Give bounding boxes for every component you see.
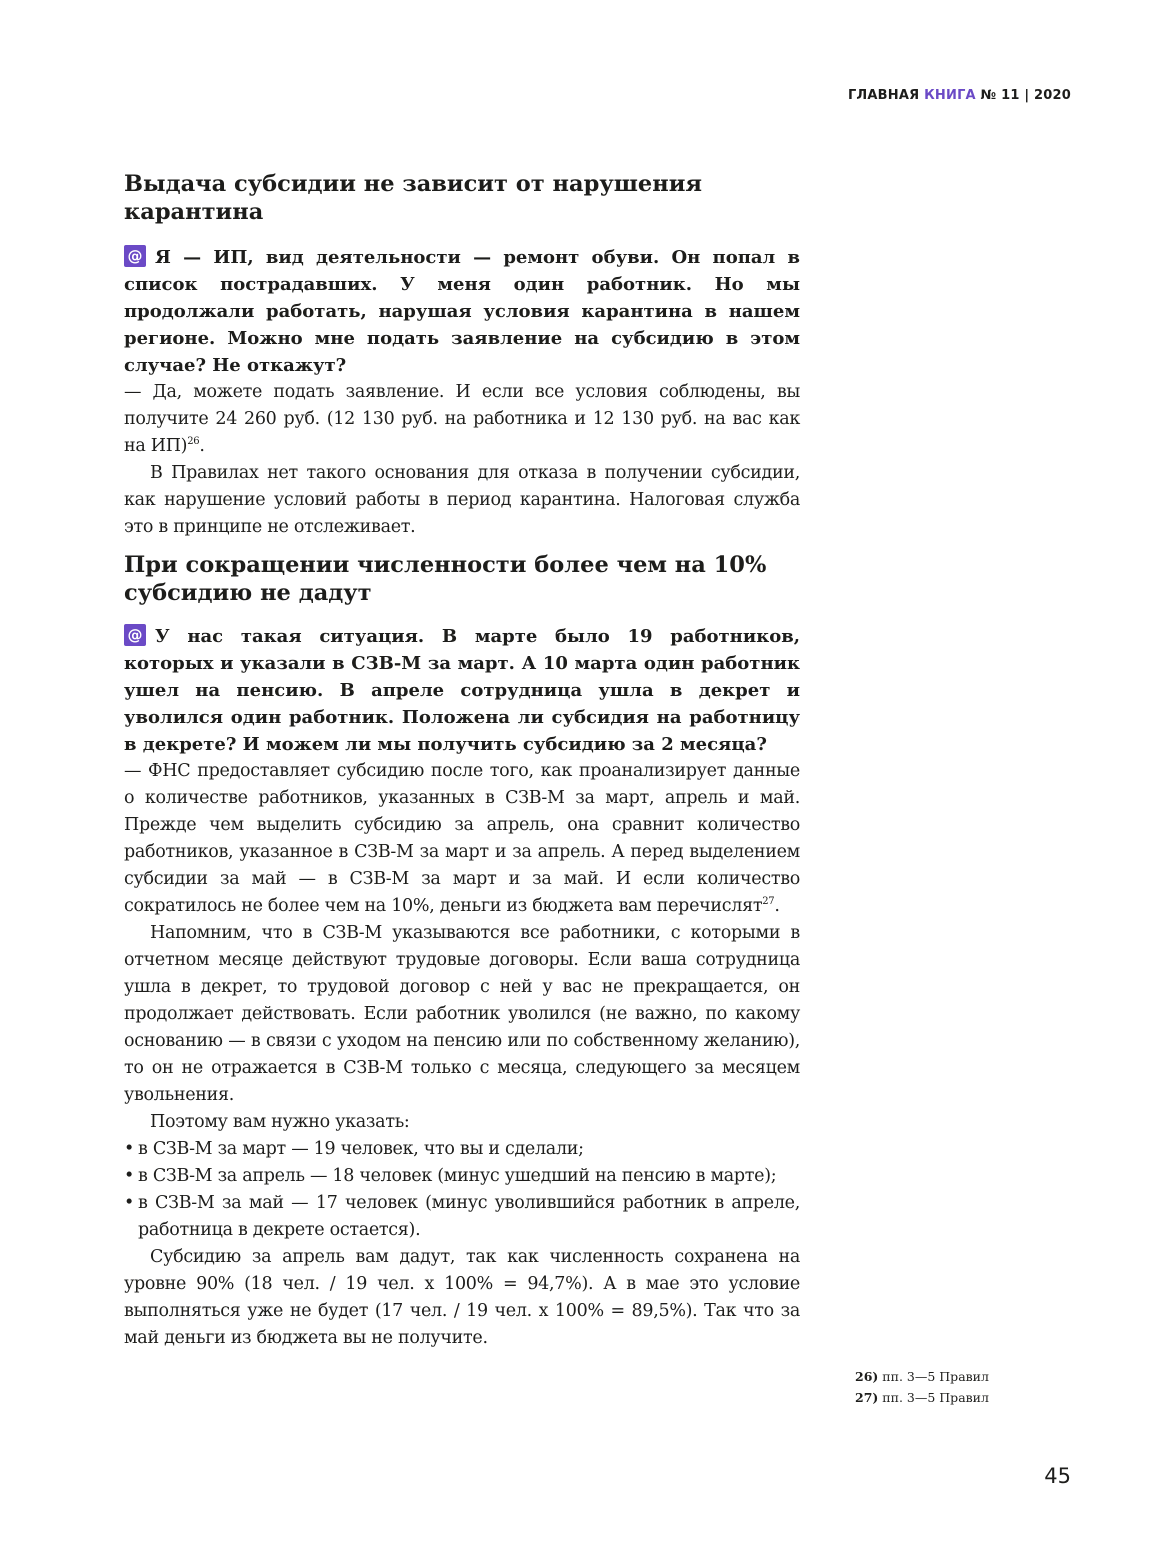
list-item-text: в СЗВ-М за март — 19 человек, что вы и сделали; [138,1139,584,1159]
footnote-number: 27) [855,1390,879,1405]
footnote-26 [855,1366,989,1387]
answer-2-paragraph: Напомним, что в СЗВ-М указываются все работники, с которыми в отчетном месяце действуют трудовые договоры. Если ваша сотрудница ушла в декрет, то трудовой договор с ней у вас не прекращается, он продолжает действовать. Если работник уволился (не важно, по какому основанию — в связи с уходом на пенсию или по собственному желанию), то он не отражается в СЗВ-М только с месяца, следующего за месяцем увольнения. [124,923,800,1105]
section-1-body [124,244,800,541]
answer-3-paragraph: Поэтому вам нужно указать: [150,1112,410,1132]
answer-1-text: — ФНС предоставляет субсидию после того, как проанализирует данные о количестве работников, указанных в СЗВ-М за март, апрель и май. Прежде чем выделить субсидию за апрель, она сравнит количество работников, указанное в СЗВ-М за март и за апрель. А перед выделением субсидии за май — в СЗВ-М за март и за май. И если количество сократилось не более чем на 10%, деньги из бюджета вам перечислят [124,761,800,916]
footnote-27 [855,1387,989,1408]
list-item [124,1190,800,1244]
answer-2-paragraph: В Правилах нет такого основания для отказа в получении субсидии, как нарушение условий работы в период карантина. Налоговая служба это в принципе не отслеживает. [124,463,800,537]
answer-1-end: . [774,896,780,916]
footnote-number: 26) [855,1369,879,1384]
section-2-title: При сокращении численности более чем на 10% субсидию не дадут [124,552,767,606]
section-1 [124,170,800,226]
list-item-text: в СЗВ-М за апрель — 18 человек (минус ушедший на пенсию в марте); [138,1166,777,1186]
question-2-text: У нас такая ситуация. В марте было 19 работников, которых и указали в СЗВ-М за март. А 10 марта один работник ушел на пенсию. В апреле сотрудница ушла в декрет и уволился один работник. Положена ли субсидия на работницу в декрете? И можем ли мы получить субсидию за 2 месяца? [124,626,800,755]
list-item-text: в СЗВ-М за май — 17 человек (минус уволившийся работник в апреле, работница в декрете остается). [138,1193,800,1240]
question-2 [124,623,800,758]
bullet-icon: • [124,1166,135,1186]
section-2 [124,551,800,607]
footnote-text: пп. 3—5 Правил [882,1390,989,1405]
list-item [124,1136,800,1163]
email-question-icon: @ [124,245,146,267]
page-number: 45 [1044,1464,1071,1488]
answer-1-text: — Да, можете подать заявление. И если все условия соблюдены, вы получите 24 260 руб. (12 130 руб. на работника и 12 130 руб. на вас как на ИП) [124,382,800,456]
list-item [124,1163,800,1190]
answer-1-paragraph [124,379,800,460]
email-question-icon: @ [124,624,146,646]
footnote-ref-26: 26 [187,436,200,448]
footnote-text: пп. 3—5 Правил [882,1369,989,1384]
issue-number: № 11 | 2020 [980,88,1071,103]
bullet-icon: • [124,1139,135,1159]
answer-1-end: . [199,436,205,456]
question-1 [124,244,800,379]
brand-main: ГЛАВНАЯ [847,88,920,103]
section-2-body [124,623,800,1352]
brand-accent: КНИГА [924,88,976,103]
section-1-title: Выдача субсидии не зависит от нарушения карантина [124,171,703,225]
answer-4-paragraph: Субсидию за апрель вам дадут, так как численность сохранена на уровне 90% (18 чел. / 19 чел. х 100% = 94,7%). А в мае это условие выполняться уже не будет (17 чел. / 19 чел. х 100% = 89,5%). Так что за май деньги из бюджета вы не получите. [124,1247,800,1348]
bullet-list [124,1136,800,1244]
footnote-ref-27: 27 [762,896,775,908]
masthead [848,88,1071,103]
question-1-text: Я — ИП, вид деятельности — ремонт обуви. Он попал в список пострадавших. У меня один работник. Но мы продолжали работать, нарушая условия карантина в нашем регионе. Можно мне подать заявление на субсидию в этом случае? Не откажут? [124,247,800,376]
footnotes [855,1366,989,1408]
bullet-icon: • [124,1193,135,1213]
answer-1-paragraph [124,758,800,920]
